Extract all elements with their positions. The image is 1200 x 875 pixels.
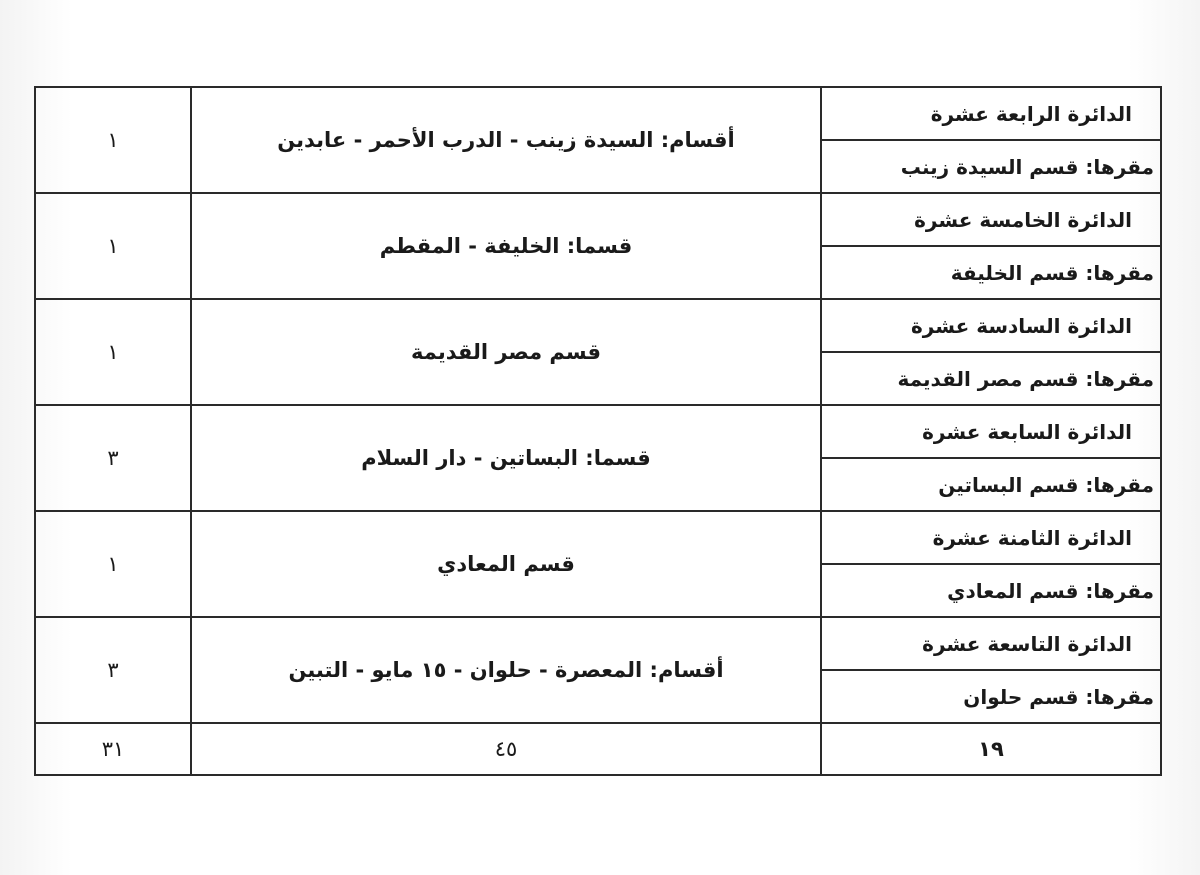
table-row (35, 617, 1161, 670)
district-name-cell: الدائرة التاسعة عشرة (821, 617, 1161, 670)
total-count-cell: ٣١ (35, 723, 191, 775)
total-districts-cell: ١٩ (821, 723, 1161, 775)
total-sections-cell: ٤٥ (191, 723, 821, 775)
district-name-cell: الدائرة السابعة عشرة (821, 405, 1161, 458)
district-seat-cell: مقرها: قسم حلوان (821, 670, 1161, 723)
district-name-cell: الدائرة الخامسة عشرة (821, 193, 1161, 246)
district-seat-cell: مقرها: قسم مصر القديمة (821, 352, 1161, 405)
sections-cell: قسم مصر القديمة (191, 299, 821, 405)
district-name-cell: الدائرة السادسة عشرة (821, 299, 1161, 352)
table-row (35, 87, 1161, 140)
count-cell: ١ (35, 87, 191, 193)
count-cell: ٣ (35, 617, 191, 723)
district-seat-cell: مقرها: قسم السيدة زينب (821, 140, 1161, 193)
district-seat-cell: مقرها: قسم الخليفة (821, 246, 1161, 299)
sections-cell: أقسام: المعصرة - حلوان - ١٥ مايو - التبين (191, 617, 821, 723)
district-name-cell: الدائرة الثامنة عشرة (821, 511, 1161, 564)
count-cell: ٣ (35, 405, 191, 511)
count-cell: ١ (35, 511, 191, 617)
table-row (35, 299, 1161, 352)
totals-row (35, 723, 1161, 775)
table-row (35, 511, 1161, 564)
sections-cell: أقسام: السيدة زينب - الدرب الأحمر - عابدين (191, 87, 821, 193)
district-name-cell: الدائرة الرابعة عشرة (821, 87, 1161, 140)
count-cell: ١ (35, 299, 191, 405)
sections-cell: قسما: الخليفة - المقطم (191, 193, 821, 299)
district-seat-cell: مقرها: قسم البساتين (821, 458, 1161, 511)
count-cell: ١ (35, 193, 191, 299)
table-row (35, 405, 1161, 458)
electoral-districts-table (34, 86, 1162, 776)
table-row (35, 193, 1161, 246)
sections-cell: قسم المعادي (191, 511, 821, 617)
sections-cell: قسما: البساتين - دار السلام (191, 405, 821, 511)
district-seat-cell: مقرها: قسم المعادي (821, 564, 1161, 617)
